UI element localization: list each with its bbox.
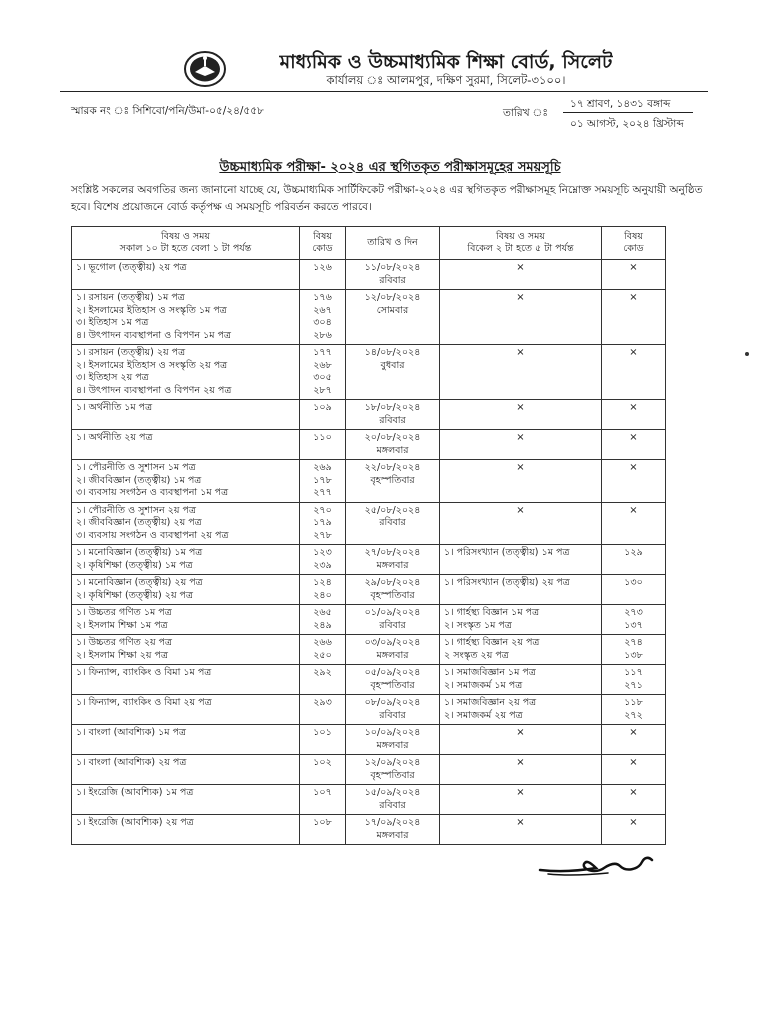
- subject-text: ২। কৃষিশিক্ষা (তত্ত্বীয়) ১ম পত্র: [76, 559, 193, 571]
- subject-code: ২৮৭: [313, 384, 332, 396]
- subject-text: ১। পরিসংখ্যান (তত্ত্বীয়) ২য় পত্র: [444, 577, 570, 588]
- scan-speck: [745, 352, 749, 356]
- header-afternoon-code: [602, 227, 666, 260]
- subject-text: ৩। ইতিহাস ২য় পত্র: [76, 372, 149, 383]
- subject-code: ২৪০: [313, 589, 332, 601]
- subject-code: ×: [629, 462, 638, 473]
- table-row: [72, 290, 666, 345]
- subject-text: ×: [516, 462, 525, 473]
- date-text: রবিবার: [379, 274, 406, 286]
- afternoon-code-cell: [602, 345, 666, 400]
- table-row: [72, 605, 666, 635]
- subject-text: ×: [516, 262, 525, 273]
- subject-code: ২৬৭: [313, 304, 332, 316]
- subject-text: ১। সমাজবিজ্ঞান ১ম পত্র: [444, 667, 536, 678]
- subject-text: ১। পৌরনীতি ও সুশাসন ১ম পত্র: [76, 462, 196, 473]
- morning-subject-cell: [72, 635, 300, 665]
- subject-code: ২৬৫: [313, 607, 332, 618]
- afternoon-code-cell: [602, 430, 666, 460]
- morning-subject-cell: [72, 545, 300, 575]
- afternoon-code-cell: [602, 460, 666, 503]
- subject-text: ১। অর্থনীতি ১ম পত্র: [76, 402, 153, 413]
- subject-code: ২৩৯: [313, 559, 332, 571]
- afternoon-subject-cell: [440, 785, 602, 815]
- subject-code: ১৩৭: [624, 619, 643, 631]
- subject-code: ২৬৮: [313, 359, 332, 371]
- table-row: [72, 345, 666, 400]
- morning-code-cell: [300, 345, 346, 400]
- morning-subject-cell: [72, 502, 300, 545]
- table-row: [72, 755, 666, 785]
- date-text: মঙ্গলবার: [376, 559, 409, 571]
- subject-code: ১৩০: [624, 577, 643, 588]
- date-text: রবিবার: [379, 414, 406, 426]
- date-text: রবিবার: [379, 517, 406, 528]
- subject-code: ২৫০: [313, 649, 332, 661]
- afternoon-code-cell: [602, 815, 666, 845]
- date-day-cell: [346, 725, 440, 755]
- morning-code-cell: [300, 502, 346, 545]
- document-heading: উচ্চমাধ্যমিক পরীক্ষা- ২০২৪ এর স্থগিতকৃত পরীক্ষাসমূহের সময়সূচি: [219, 160, 561, 175]
- afternoon-subject-cell: [440, 460, 602, 503]
- subject-code: ১১৭: [624, 667, 643, 678]
- subject-code: ১০১: [313, 727, 332, 738]
- subject-text: ১। মনোবিজ্ঞান (তত্ত্বীয়) ২য় পত্র: [76, 577, 203, 588]
- subject-text: ৩। ব্যবসায় সংগঠন ও ব্যবস্থাপনা ২য় পত্র: [76, 529, 229, 541]
- subject-code: ২৭০: [313, 504, 332, 516]
- date-english: ০১ আগস্ট, ২০২৪ খ্রিস্টাব্দ: [570, 118, 684, 130]
- subject-code: ১১০: [313, 432, 332, 443]
- afternoon-subject-cell: [440, 815, 602, 845]
- subject-text: ২। সংস্কৃত ১ম পত্র: [444, 619, 512, 631]
- subject-text: ১। মনোবিজ্ঞান (তত্ত্বীয়) ১ম পত্র: [76, 547, 203, 558]
- subject-text: ১। উচ্চতর গণিত ১ম পত্র: [76, 607, 172, 618]
- morning-subject-cell: [72, 605, 300, 635]
- morning-code-cell: [300, 460, 346, 503]
- subject-code: ২৪৯: [313, 619, 332, 631]
- date-day-cell: [346, 785, 440, 815]
- header-morning-code: [300, 227, 346, 260]
- date-text: রবিবার: [379, 799, 406, 811]
- table-row: [72, 635, 666, 665]
- table-row: [72, 785, 666, 815]
- subject-text: ১। বাংলা (আবশ্যিক) ১ম পত্র: [76, 727, 186, 738]
- subject-text: ২। সমাজকর্ম ১ম পত্র: [444, 679, 523, 691]
- header-text: কোড: [623, 243, 644, 254]
- date-text: ২৫/০৮/২০২৪: [364, 504, 421, 516]
- morning-subject-cell: [72, 575, 300, 605]
- subject-text: ১। বাংলা (আবশ্যিক) ২য় পত্র: [76, 757, 187, 768]
- subject-text: ১। পৌরনীতি ও সুশাসন ২য় পত্র: [76, 504, 196, 516]
- board-address: কার্যালয় ঃ আলমপুর, দক্ষিণ সুরমা, সিলেট-৩১০০।: [326, 73, 566, 87]
- subject-code: ২৭৪: [624, 637, 643, 648]
- subject-code: ১২৪: [313, 577, 332, 588]
- date-label: তারিখ ঃ: [503, 107, 548, 119]
- table-row: [72, 665, 666, 695]
- header-afternoon-subject: [440, 227, 602, 260]
- subject-text: ১। গার্হস্থ্য বিজ্ঞান ২য় পত্র: [444, 637, 540, 648]
- date-text: মঙ্গলবার: [376, 829, 409, 841]
- subject-code: ×: [629, 817, 638, 828]
- subject-text: ×: [516, 292, 525, 303]
- morning-subject-cell: [72, 695, 300, 725]
- afternoon-subject-cell: [440, 665, 602, 695]
- date-day-cell: [346, 260, 440, 290]
- morning-subject-cell: [72, 665, 300, 695]
- date-text: ১২/০৯/২০২৪: [364, 757, 421, 768]
- subject-code: ১২৯: [624, 547, 643, 558]
- morning-subject-cell: [72, 460, 300, 503]
- date-text: ১৮/০৮/২০২৪: [364, 402, 421, 413]
- date-day-cell: [346, 815, 440, 845]
- subject-text: ১। রসায়ন (তত্ত্বীয়) ১ম পত্র: [76, 292, 185, 303]
- subject-text: ×: [516, 432, 525, 443]
- date-day-cell: [346, 460, 440, 503]
- header-text: বিষয়: [624, 230, 643, 242]
- exam-schedule-table: [71, 226, 666, 845]
- signature-icon: [538, 848, 658, 882]
- afternoon-subject-cell: [440, 755, 602, 785]
- morning-subject-cell: [72, 725, 300, 755]
- afternoon-subject-cell: [440, 290, 602, 345]
- afternoon-subject-cell: [440, 260, 602, 290]
- date-day-cell: [346, 430, 440, 460]
- subject-text: ৩। ইতিহাস ১ম পত্র: [76, 317, 149, 328]
- board-name: মাধ্যমিক ও উচ্চমাধ্যমিক শিক্ষা বোর্ড, সিলেট: [279, 51, 613, 73]
- subject-text: ৪। উৎপাদন ব্যবস্থাপনা ও বিপণন ১ম পত্র: [76, 329, 231, 341]
- subject-code: ২৭৭: [313, 487, 332, 498]
- date-text: ২৯/০৮/২০২৪: [364, 577, 421, 588]
- subject-code: ১৭৭: [313, 347, 332, 358]
- morning-code-cell: [300, 605, 346, 635]
- table-row: [72, 695, 666, 725]
- date-text: ১৭/০৯/২০২৪: [364, 817, 421, 828]
- table-row: [72, 460, 666, 503]
- morning-subject-cell: [72, 345, 300, 400]
- date-day-cell: [346, 755, 440, 785]
- subject-text: ১। ভূগোল (তত্ত্বীয়) ২য় পত্র: [76, 262, 187, 273]
- date-text: ০৫/০৯/২০২৪: [364, 667, 421, 678]
- subject-text: ২। কৃষিশিক্ষা (তত্ত্বীয়) ২য় পত্র: [76, 589, 193, 601]
- subject-text: ১। রসায়ন (তত্ত্বীয়) ২য় পত্র: [76, 347, 186, 358]
- subject-code: ২৯৩: [313, 697, 332, 708]
- table-row: [72, 430, 666, 460]
- morning-code-cell: [300, 290, 346, 345]
- date-text: ১২/০৮/২০২৪: [364, 292, 421, 303]
- date-day-cell: [346, 345, 440, 400]
- afternoon-code-cell: [602, 695, 666, 725]
- subject-text: ১। ফিন্যান্স, ব্যাংকিং ও বিমা ২য় পত্র: [76, 697, 212, 708]
- afternoon-subject-cell: [440, 345, 602, 400]
- table-row: [72, 575, 666, 605]
- date-bangla: ১৭ শ্রাবণ, ১৪৩১ বঙ্গাব্দ: [570, 98, 671, 110]
- date-text: মঙ্গলবার: [376, 444, 409, 456]
- subject-text: ১। উচ্চতর গণিত ২য় পত্র: [76, 637, 173, 648]
- subject-text: ১। অর্থনীতি ২য় পত্র: [76, 432, 153, 443]
- table-row: [72, 545, 666, 575]
- morning-subject-cell: [72, 290, 300, 345]
- subject-text: ২ সংস্কৃত ২য় পত্র: [444, 649, 509, 661]
- subject-code: ×: [629, 292, 638, 303]
- subject-text: ২। ইসলাম শিক্ষা ২য় পত্র: [76, 649, 168, 661]
- afternoon-subject-cell: [440, 695, 602, 725]
- subject-text: ৩। ব্যবসায় সংগঠন ও ব্যবস্থাপনা ১ম পত্র: [76, 487, 229, 498]
- afternoon-code-cell: [602, 290, 666, 345]
- header-text: সকাল ১০ টা হতে বেলা ১ টা পর্যন্ত: [119, 243, 252, 254]
- date-text: বৃহস্পতিবার: [370, 679, 415, 691]
- morning-code-cell: [300, 725, 346, 755]
- afternoon-code-cell: [602, 605, 666, 635]
- date-text: ০৮/০৯/২০২৪: [364, 697, 421, 708]
- afternoon-code-cell: [602, 635, 666, 665]
- afternoon-code-cell: [602, 400, 666, 430]
- date-day-cell: [346, 400, 440, 430]
- date-text: রবিবার: [379, 619, 406, 631]
- header-morning-subject: [72, 227, 300, 260]
- subject-code: ১২৩: [313, 547, 332, 558]
- subject-code: ২৭২: [624, 709, 643, 721]
- subject-code: ×: [629, 757, 638, 768]
- table-row: [72, 400, 666, 430]
- date-day-cell: [346, 545, 440, 575]
- afternoon-code-cell: [602, 725, 666, 755]
- subject-code: ×: [629, 432, 638, 443]
- date-text: ১৫/০৯/২০২৪: [364, 787, 421, 798]
- subject-text: ২। ইসলামের ইতিহাস ও সংস্কৃতি ১ম পত্র: [76, 304, 227, 316]
- subject-code: ২৭১: [624, 679, 643, 691]
- subject-code: ১২৬: [313, 262, 332, 273]
- date-day-cell: [346, 290, 440, 345]
- date-day-cell: [346, 605, 440, 635]
- morning-subject-cell: [72, 755, 300, 785]
- subject-text: ×: [516, 402, 525, 413]
- subject-code: ২৯২: [313, 667, 332, 678]
- date-text: ২০/০৮/২০২৪: [364, 432, 421, 443]
- header-text: বিষয় ও সময়: [495, 230, 546, 242]
- date-text: ০৩/০৯/২০২৪: [364, 637, 421, 648]
- date-text: ১৪/০৮/২০২৪: [364, 347, 421, 358]
- subject-text: ২। ইসলাম শিক্ষা ১ম পত্র: [76, 619, 168, 631]
- subject-code: ×: [629, 504, 638, 516]
- header-text: তারিখ ও দিন: [367, 236, 418, 248]
- subject-code: ১৭৬: [313, 292, 332, 303]
- afternoon-subject-cell: [440, 605, 602, 635]
- date-text: ২৭/০৮/২০২৪: [364, 547, 421, 558]
- date-day-cell: [346, 695, 440, 725]
- subject-code: ৩০৫: [313, 372, 332, 383]
- subject-code: ১০২: [313, 757, 332, 768]
- date-text: বৃহস্পতিবার: [370, 769, 415, 781]
- date-text: বৃহস্পতিবার: [370, 589, 415, 601]
- subject-text: ×: [516, 347, 525, 358]
- date-text: বৃহস্পতিবার: [370, 474, 415, 486]
- morning-subject-cell: [72, 815, 300, 845]
- afternoon-code-cell: [602, 545, 666, 575]
- afternoon-subject-cell: [440, 430, 602, 460]
- intro-paragraph: সংশ্লিষ্ট সকলের অবগতির জন্য জানানো যাচ্ছে যে, উচ্চমাধ্যমিক সার্টিফিকেট পরীক্ষা-২০২৪ এর স্থগিতকৃত পরীক্ষাসমূহ নিম্নোক্ত সময়সূচি অনুযায়ী অনুষ্ঠিত হবে। বিশেষ প্রয়োজনে বোর্ড কর্তৃপক্ষ এ সময়সূচি পরিবর্তন করতে পারবে।: [71, 184, 703, 213]
- subject-code: ২৭৩: [624, 607, 643, 618]
- date-text: ১১/০৮/২০২৪: [364, 262, 421, 273]
- subject-text: ১। সমাজবিজ্ঞান ২য় পত্র: [444, 697, 537, 708]
- subject-code: ১৭৮: [313, 474, 332, 486]
- date-text: ০১/০৯/২০২৪: [364, 607, 421, 618]
- table-row: [72, 725, 666, 755]
- subject-text: ১। ইংরেজি (আবশ্যিক) ১ম পত্র: [76, 787, 194, 798]
- subject-text: ১। ইংরেজি (আবশ্যিক) ২য় পত্র: [76, 817, 194, 828]
- subject-text: ২। ইসলামের ইতিহাস ও সংস্কৃতি ২য় পত্র: [76, 359, 228, 371]
- morning-subject-cell: [72, 400, 300, 430]
- date-day-cell: [346, 635, 440, 665]
- subject-code: ×: [629, 347, 638, 358]
- afternoon-code-cell: [602, 260, 666, 290]
- subject-text: ×: [516, 757, 525, 768]
- date-text: বুধবার: [380, 359, 405, 371]
- afternoon-code-cell: [602, 755, 666, 785]
- table-header-row: [72, 227, 666, 260]
- afternoon-subject-cell: [440, 575, 602, 605]
- header-divider: [60, 91, 708, 92]
- morning-code-cell: [300, 545, 346, 575]
- subject-code: ×: [629, 787, 638, 798]
- morning-code-cell: [300, 260, 346, 290]
- subject-text: ×: [516, 727, 525, 738]
- subject-code: ১০৯: [313, 402, 332, 413]
- morning-code-cell: [300, 635, 346, 665]
- subject-text: ১। পরিসংখ্যান (তত্ত্বীয়) ১ম পত্র: [444, 547, 570, 558]
- memo-number: স্মারক নং ঃ সিশিবো/পনি/উমা-০৫/২৪/৫৫৮: [71, 105, 264, 117]
- afternoon-subject-cell: [440, 502, 602, 545]
- morning-code-cell: [300, 815, 346, 845]
- afternoon-subject-cell: [440, 400, 602, 430]
- header-date-day: [346, 227, 440, 260]
- morning-code-cell: [300, 430, 346, 460]
- morning-subject-cell: [72, 430, 300, 460]
- subject-code: ১৭৯: [313, 517, 332, 528]
- date-day-cell: [346, 665, 440, 695]
- date-day-cell: [346, 575, 440, 605]
- subject-code: ২৬৬: [313, 637, 332, 648]
- subject-text: ২। জীববিজ্ঞান (তত্ত্বীয়) ২য় পত্র: [76, 517, 202, 528]
- subject-code: ১৩৮: [624, 649, 643, 661]
- date-divider: [563, 112, 693, 113]
- morning-code-cell: [300, 400, 346, 430]
- subject-code: ৩০৪: [313, 317, 332, 328]
- header-text: বিষয়: [313, 230, 332, 242]
- afternoon-code-cell: [602, 785, 666, 815]
- morning-subject-cell: [72, 785, 300, 815]
- morning-code-cell: [300, 785, 346, 815]
- morning-code-cell: [300, 665, 346, 695]
- afternoon-subject-cell: [440, 725, 602, 755]
- afternoon-code-cell: [602, 575, 666, 605]
- date-day-cell: [346, 502, 440, 545]
- subject-code: ২৭৮: [313, 529, 332, 541]
- subject-text: ১। গার্হস্থ্য বিজ্ঞান ১ম পত্র: [444, 607, 540, 618]
- subject-text: ×: [516, 817, 525, 828]
- header-text: বিকেল ২ টা হতে ৫ টা পর্যন্ত: [467, 243, 574, 254]
- date-text: সোমবার: [376, 304, 409, 316]
- subject-text: ×: [516, 504, 525, 516]
- table-row: [72, 260, 666, 290]
- afternoon-code-cell: [602, 665, 666, 695]
- subject-text: ২। জীববিজ্ঞান (তত্ত্বীয়) ১ম পত্র: [76, 474, 202, 486]
- table-row: [72, 815, 666, 845]
- header-text: কোড: [312, 243, 333, 254]
- subject-code: ১০৭: [313, 787, 332, 798]
- date-text: ২২/০৮/২০২৪: [364, 462, 421, 473]
- subject-text: ৪। উৎপাদন ব্যবস্থাপনা ও বিপণন ২য় পত্র: [76, 384, 232, 396]
- table-row: [72, 502, 666, 545]
- subject-text: ×: [516, 787, 525, 798]
- morning-code-cell: [300, 695, 346, 725]
- date-text: মঙ্গলবার: [376, 649, 409, 661]
- morning-code-cell: [300, 755, 346, 785]
- subject-code: ২৮৬: [313, 329, 332, 341]
- table-body: [72, 260, 666, 845]
- morning-subject-cell: [72, 260, 300, 290]
- afternoon-subject-cell: [440, 545, 602, 575]
- subject-code: ২৬৯: [313, 462, 332, 473]
- subject-code: ১০৮: [313, 817, 332, 828]
- board-seal-icon: [183, 50, 227, 88]
- afternoon-subject-cell: [440, 635, 602, 665]
- date-text: মঙ্গলবার: [376, 739, 409, 751]
- subject-code: ×: [629, 727, 638, 738]
- date-text: রবিবার: [379, 709, 406, 721]
- date-text: ১০/০৯/২০২৪: [364, 727, 421, 738]
- subject-text: ২। সমাজকর্ম ২য় পত্র: [444, 709, 523, 721]
- header-text: বিষয় ও সময়: [160, 230, 211, 242]
- subject-code: ×: [629, 262, 638, 273]
- subject-code: ×: [629, 402, 638, 413]
- morning-code-cell: [300, 575, 346, 605]
- subject-text: ১। ফিন্যান্স, ব্যাংকিং ও বিমা ১ম পত্র: [76, 667, 212, 678]
- afternoon-code-cell: [602, 502, 666, 545]
- subject-code: ১১৮: [624, 697, 643, 708]
